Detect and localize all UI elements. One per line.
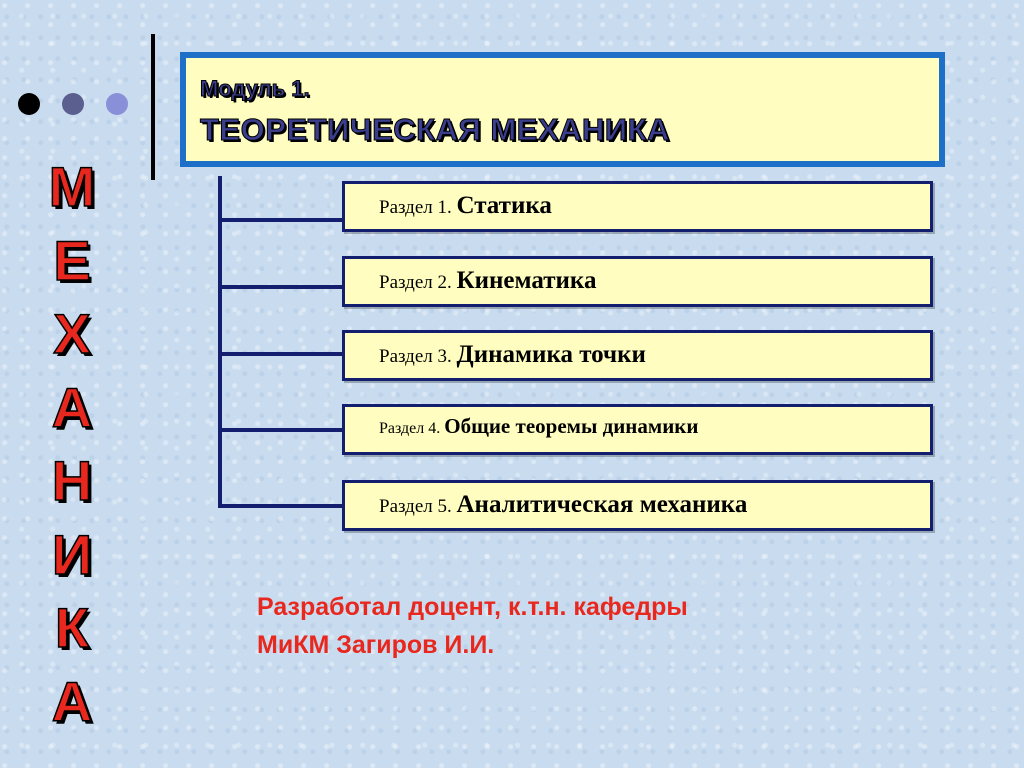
section-title: Общие теоремы динамики: [444, 414, 699, 438]
section-box-1: [342, 181, 933, 232]
tree-branch-line: [218, 352, 345, 356]
side-title-letter: Н: [51, 449, 93, 512]
section-prefix: Раздел 2.: [379, 272, 452, 293]
section-prefix: Раздел 3.: [379, 346, 452, 367]
section-title: Статика: [456, 192, 552, 219]
side-title-letter: К: [54, 596, 90, 659]
section-prefix: Раздел 5.: [379, 496, 452, 517]
vertical-divider: [151, 34, 155, 180]
tree-branch-line: [218, 218, 345, 222]
side-title-letter: И: [51, 522, 93, 586]
section-title: Аналитическая механика: [456, 491, 748, 518]
module-label: Модуль 1.: [200, 76, 310, 101]
tree-branch-line: [218, 504, 345, 508]
author-line-1: Разработал доцент, к.т.н. кафедры: [257, 593, 688, 621]
decorative-dots: [18, 93, 138, 119]
side-title-letter: М: [48, 155, 96, 218]
tree-branch-line: [218, 285, 345, 289]
section-box-2: [342, 256, 933, 307]
vertical-side-title: [36, 150, 108, 738]
side-title-letter: А: [51, 669, 93, 733]
tree-branch-line: [218, 428, 345, 432]
section-box-5: [342, 480, 933, 531]
section-title: Кинематика: [456, 267, 597, 294]
side-title-letter: Х: [53, 302, 91, 365]
light-blue-dot-icon: [106, 93, 128, 115]
gray-blue-dot-icon: [62, 93, 84, 115]
section-prefix: Раздел 1.: [379, 197, 452, 218]
section-title: Динамика точки: [456, 341, 646, 368]
section-prefix: Раздел 4.: [379, 420, 441, 437]
section-box-3: [342, 330, 933, 381]
author-credit: [257, 588, 688, 664]
module-title: ТЕОРЕТИЧЕСКАЯ МЕХАНИКА: [200, 112, 670, 147]
author-line-2: МиКМ Загиров И.И.: [257, 631, 495, 659]
side-title-letter: Е: [53, 228, 91, 292]
side-title-letter: А: [51, 375, 93, 439]
section-box-4: [342, 404, 933, 455]
module-title-box: [180, 52, 945, 167]
black-dot-icon: [18, 93, 40, 115]
tree-trunk-line: [218, 176, 222, 508]
